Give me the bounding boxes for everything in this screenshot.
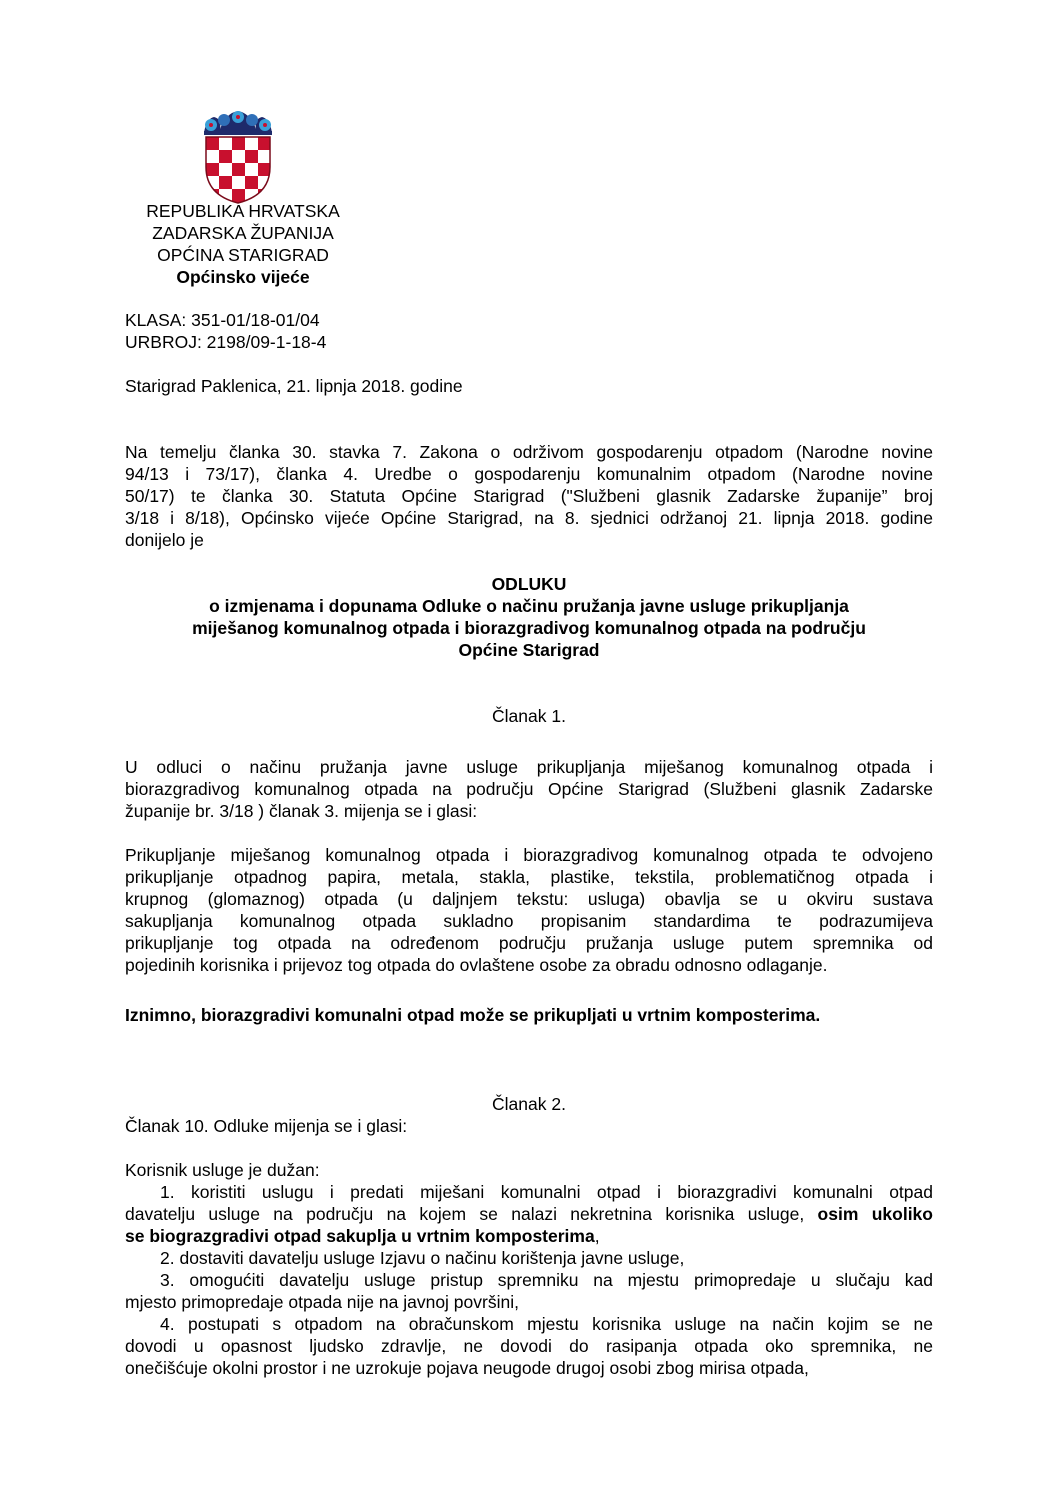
paragraph-line: krupnog (glomaznog) otpada (u daljnjem tekstu: usluga) obavlja se u okviru sustava (125, 889, 933, 909)
article-2-heading: Članak 2. (492, 1094, 566, 1114)
article-1-intro (125, 756, 933, 822)
coat-of-arms-icon (200, 105, 276, 205)
list-item-line: onečišćuje okolni prostor i ne uzrokuje pojava neugode drugoj osobi zbog mirisa otpada, (125, 1358, 809, 1378)
letterhead (118, 200, 368, 288)
list-item-line: dovodi u opasnost ljudsko zdravlje, ne dovodi do rasipanja otpada oko spremnika, ne (125, 1336, 933, 1356)
paragraph-line: prikupljanje otpadnog papira, metala, stakla, plastike, tekstila, problematičnog otpada i (125, 867, 933, 887)
list-item-line: 1. koristiti uslugu i predati miješani komunalni otpad i biorazgradivi komunalni otpad (160, 1182, 933, 1202)
paragraph-line: sakupljanja komunalnog otpada sukladno propisanim standardima te podrazumijeva (125, 911, 933, 931)
decision-title (100, 573, 958, 661)
paragraph-line: biorazgradivog komunalnog otpada na području Općine Starigrad (Službeni glasnik Zadarske (125, 779, 933, 799)
urbroj-ref: URBROJ: 2198/09-1-18-4 (125, 332, 327, 352)
article-1-body (125, 844, 933, 976)
municipality-name: OPĆINA STARIGRAD (157, 245, 329, 265)
preamble (125, 441, 933, 551)
preamble-line: donijelo je (125, 530, 204, 550)
paragraph-line: pojedinih korisnika i prijevoz tog otpada do ovlaštene osobe za obradu odnosno odlaganje. (125, 955, 828, 975)
klasa-ref: KLASA: 351-01/18-01/04 (125, 310, 320, 330)
duty-heading: Korisnik usluge je dužan: (125, 1160, 320, 1180)
paragraph-line: prikupljanje tog otpada na određenom području pružanja usluge putem spremnika od (125, 933, 933, 953)
paragraph-line: županije br. 3/18 ) članak 3. mijenja se i glasi: (125, 801, 478, 821)
article-2-intro: Članak 10. Odluke mijenja se i glasi: (125, 1116, 408, 1136)
list-item-line: mjesto primopredaje otpada nije na javnoj površini, (125, 1292, 519, 1312)
county-name: ZADARSKA ŽUPANIJA (152, 223, 334, 243)
place-date: Starigrad Paklenica, 21. lipnja 2018. godine (125, 376, 463, 396)
title-line: o izmjenama i dopunama Odluke o načinu pružanja javne usluge prikupljanja (209, 596, 849, 616)
paragraph-line: Prikupljanje miješanog komunalnog otpada i biorazgradivog komunalnog otpada te odvojeno (125, 845, 933, 865)
list-item-line (125, 1203, 933, 1225)
title-line: Općine Starigrad (458, 640, 600, 660)
preamble-line: 94/13 i 73/17), članka 4. Uredbe o gospodarenju komunalnim otpadom (Narodne novine (125, 464, 933, 484)
list-item-line: 4. postupati s otpadom na obračunskom mjestu korisnika usluge na način kojim se ne (160, 1314, 933, 1334)
list-item-line: 2. dostaviti davatelju usluge Izjavu o načinu korištenja javne usluge, (160, 1248, 685, 1268)
article-1-heading: Članak 1. (492, 706, 566, 726)
duty-list (125, 1181, 933, 1379)
preamble-line: 3/18 i 8/18), Općinsko vijeće Općine Starigrad, na 8. sjednici održanoj 21. lipnja 2018. godine (125, 508, 933, 528)
preamble-line: 50/17) te članka 30. Statuta Općine Starigrad ("Službeni glasnik Zadarske županije” broj (125, 486, 933, 506)
emphasis-text: osim ukoliko (817, 1204, 933, 1224)
title-line: miješanog komunalnog otpada i biorazgradivog komunalnog otpada na području (192, 618, 866, 638)
emphasis-text: se biograzgradivi otpad sakuplja u vrtnim komposterima (125, 1226, 595, 1246)
list-item-line: 3. omogućiti davatelju usluge pristup spremniku na mjestu primopredaje u slučaju kad (160, 1270, 933, 1290)
list-item-text: , (594, 1226, 600, 1246)
title-word: ODLUKU (491, 574, 567, 594)
article-1-exception: Iznimno, biorazgradivi komunalni otpad može se prikupljati u vrtnim komposterima. (125, 1005, 821, 1025)
paragraph-line: U odluci o načinu pružanja javne usluge prikupljanja miješanog komunalnog otpada i (125, 757, 933, 777)
preamble-line: Na temelju članka 30. stavka 7. Zakona o održivom gospodarenju otpadom (Narodne novine (125, 442, 933, 462)
republic-name: REPUBLIKA HRVATSKA (146, 201, 340, 221)
list-item-text: davatelju usluge na području na kojem se nalazi nekretnina korisnika usluge, (125, 1204, 805, 1224)
list-item-line (125, 1225, 933, 1247)
council-name: Općinsko vijeće (176, 267, 310, 287)
